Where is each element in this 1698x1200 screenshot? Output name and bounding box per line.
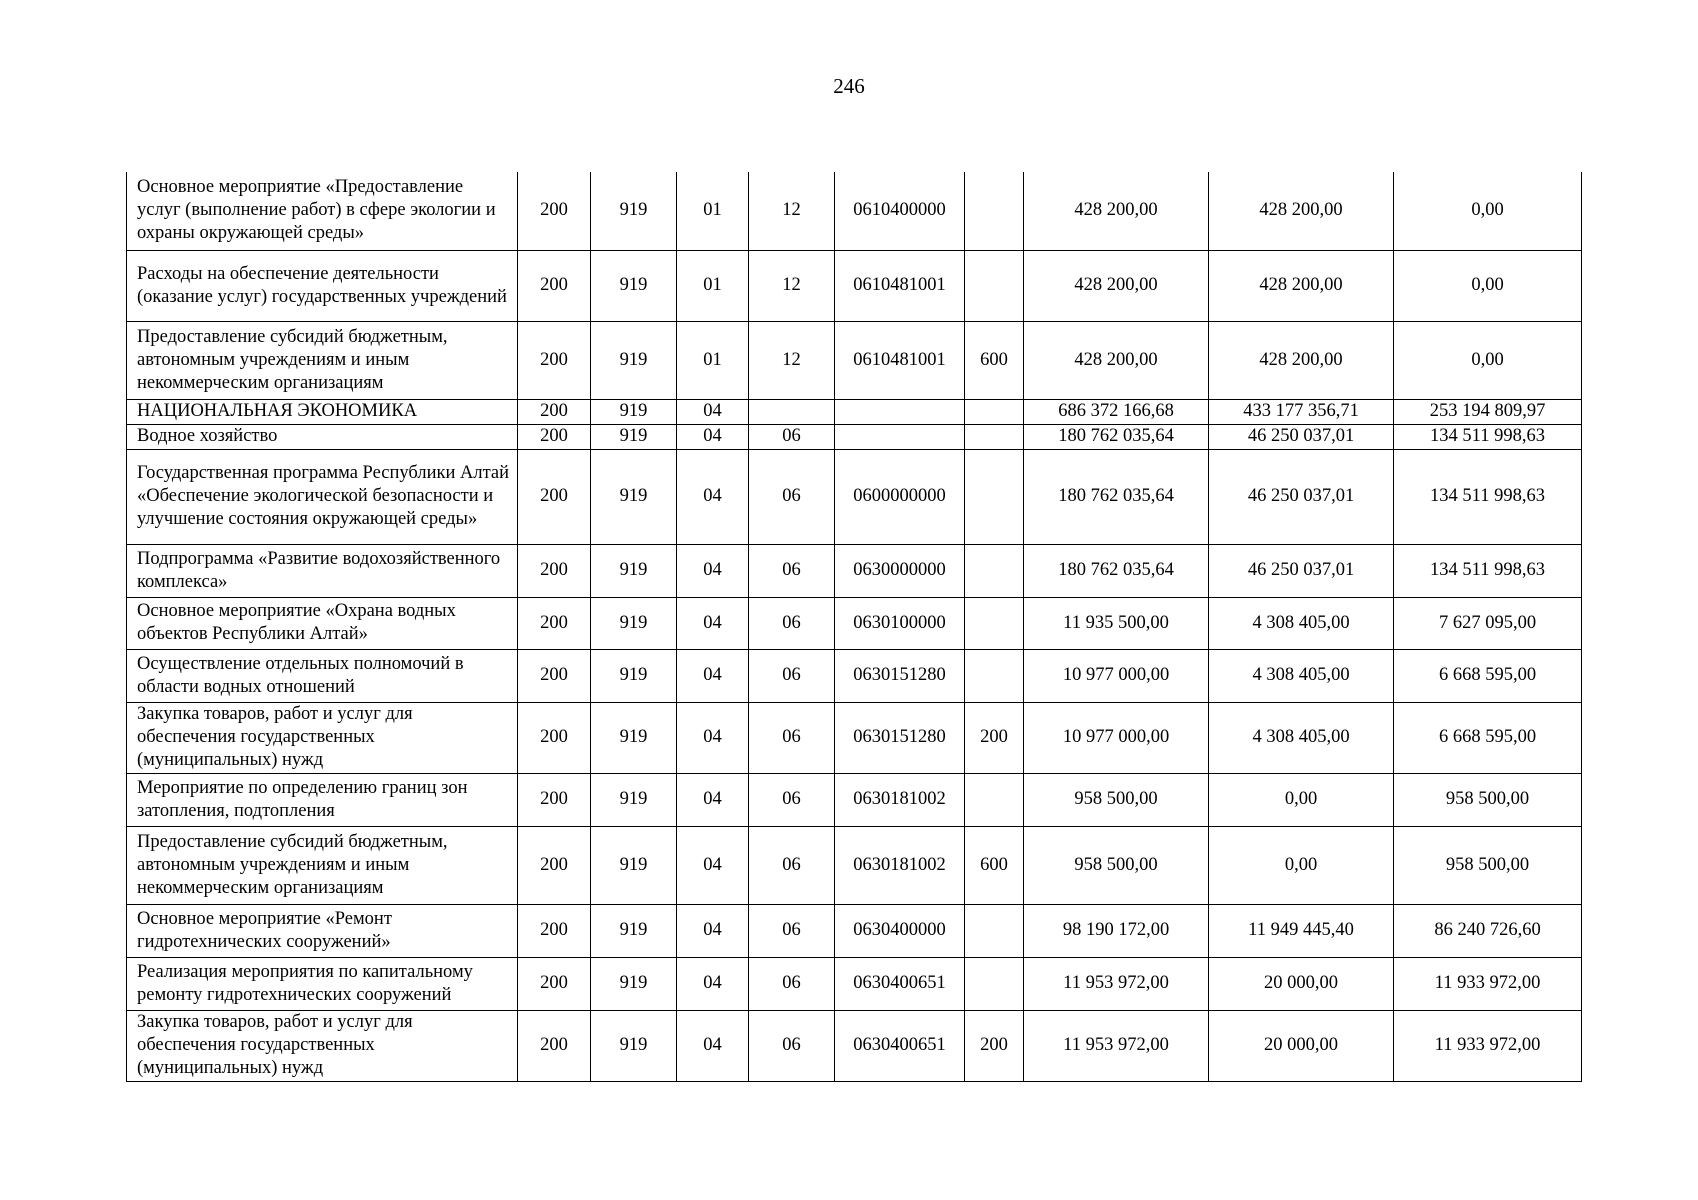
table-row [127, 424, 1582, 449]
code-section: 04 [677, 449, 749, 544]
amount-regional: 958 500,00 [1394, 773, 1582, 826]
amount-total: 180 762 035,64 [1024, 449, 1209, 544]
code-ministry: 919 [591, 399, 677, 424]
row-name: Основное мероприятие «Предоставление услуг (выполнение работ) в сфере экологии и охраны окружающей среды» [127, 172, 518, 250]
table-row [127, 172, 1582, 250]
code-expense-type [965, 544, 1024, 597]
row-name: Основное мероприятие «Ремонт гидротехнических сооружений» [127, 904, 518, 957]
code-section: 04 [677, 544, 749, 597]
code-admin: 200 [518, 826, 591, 904]
code-admin: 200 [518, 957, 591, 1010]
amount-total: 98 190 172,00 [1024, 904, 1209, 957]
amount-federal: 20 000,00 [1209, 957, 1394, 1010]
amount-regional: 7 627 095,00 [1394, 597, 1582, 649]
amount-regional: 253 194 809,97 [1394, 399, 1582, 424]
amount-total: 958 500,00 [1024, 826, 1209, 904]
code-target-item [835, 424, 965, 449]
code-section: 04 [677, 702, 749, 773]
amount-regional: 0,00 [1394, 250, 1582, 321]
table-row [127, 826, 1582, 904]
code-target-item: 0630400000 [835, 904, 965, 957]
row-name: Реализация мероприятия по капитальному ремонту гидротехнических сооружений [127, 957, 518, 1010]
code-ministry: 919 [591, 424, 677, 449]
amount-total: 11 953 972,00 [1024, 1010, 1209, 1081]
code-ministry: 919 [591, 1010, 677, 1081]
code-admin: 200 [518, 1010, 591, 1081]
amount-federal: 428 200,00 [1209, 250, 1394, 321]
code-admin: 200 [518, 449, 591, 544]
code-subsection: 06 [749, 1010, 835, 1081]
code-target-item: 0630151280 [835, 702, 965, 773]
code-section: 04 [677, 424, 749, 449]
code-target-item: 0630000000 [835, 544, 965, 597]
row-name: Закупка товаров, работ и услуг для обеспечения государственных (муниципальных) нужд [127, 702, 518, 773]
amount-total: 428 200,00 [1024, 172, 1209, 250]
table-row [127, 649, 1582, 702]
code-target-item: 0610481001 [835, 321, 965, 399]
amount-total: 10 977 000,00 [1024, 702, 1209, 773]
code-admin: 200 [518, 649, 591, 702]
table-row [127, 399, 1582, 424]
code-target-item: 0630400651 [835, 1010, 965, 1081]
table-row [127, 904, 1582, 957]
code-expense-type [965, 449, 1024, 544]
code-subsection: 06 [749, 424, 835, 449]
row-name: Закупка товаров, работ и услуг для обеспечения государственных (муниципальных) нужд [127, 1010, 518, 1081]
code-expense-type [965, 773, 1024, 826]
code-target-item [835, 399, 965, 424]
amount-total: 11 935 500,00 [1024, 597, 1209, 649]
amount-total: 180 762 035,64 [1024, 424, 1209, 449]
code-section: 04 [677, 904, 749, 957]
code-admin: 200 [518, 597, 591, 649]
budget-table [126, 172, 1582, 1082]
amount-total: 428 200,00 [1024, 321, 1209, 399]
amount-total: 958 500,00 [1024, 773, 1209, 826]
amount-regional: 134 511 998,63 [1394, 449, 1582, 544]
code-subsection: 06 [749, 649, 835, 702]
code-admin: 200 [518, 904, 591, 957]
amount-federal: 4 308 405,00 [1209, 649, 1394, 702]
row-name: Мероприятие по определению границ зон затопления, подтопления [127, 773, 518, 826]
table-row [127, 449, 1582, 544]
row-name: Основное мероприятие «Охрана водных объектов Республики Алтай» [127, 597, 518, 649]
code-subsection [749, 399, 835, 424]
amount-total: 180 762 035,64 [1024, 544, 1209, 597]
table-row [127, 544, 1582, 597]
code-ministry: 919 [591, 904, 677, 957]
code-ministry: 919 [591, 649, 677, 702]
code-target-item: 0600000000 [835, 449, 965, 544]
amount-regional: 134 511 998,63 [1394, 544, 1582, 597]
code-ministry: 919 [591, 250, 677, 321]
row-name: Подпрограмма «Развитие водохозяйственного комплекса» [127, 544, 518, 597]
code-expense-type: 200 [965, 1010, 1024, 1081]
code-section: 04 [677, 399, 749, 424]
row-name: НАЦИОНАЛЬНАЯ ЭКОНОМИКА [127, 399, 518, 424]
amount-federal: 4 308 405,00 [1209, 702, 1394, 773]
code-subsection: 12 [749, 321, 835, 399]
row-name: Предоставление субсидий бюджетным, автономным учреждениям и иным некоммерческим организациям [127, 826, 518, 904]
table-row [127, 702, 1582, 773]
code-expense-type [965, 172, 1024, 250]
table-row [127, 957, 1582, 1010]
row-name: Расходы на обеспечение деятельности (оказание услуг) государственных учреждений [127, 250, 518, 321]
table-row [127, 250, 1582, 321]
code-subsection: 06 [749, 449, 835, 544]
code-admin: 200 [518, 399, 591, 424]
code-expense-type [965, 904, 1024, 957]
amount-federal: 428 200,00 [1209, 172, 1394, 250]
amount-regional: 134 511 998,63 [1394, 424, 1582, 449]
amount-federal: 428 200,00 [1209, 321, 1394, 399]
code-subsection: 06 [749, 702, 835, 773]
code-expense-type [965, 957, 1024, 1010]
code-target-item: 0630181002 [835, 773, 965, 826]
code-subsection: 12 [749, 172, 835, 250]
page-number: 246 [833, 74, 865, 98]
code-expense-type [965, 649, 1024, 702]
table-row [127, 1010, 1582, 1081]
amount-regional: 0,00 [1394, 172, 1582, 250]
code-section: 04 [677, 649, 749, 702]
row-name: Осуществление отдельных полномочий в области водных отношений [127, 649, 518, 702]
code-target-item: 0630100000 [835, 597, 965, 649]
amount-federal: 11 949 445,40 [1209, 904, 1394, 957]
table-row [127, 321, 1582, 399]
row-name: Государственная программа Республики Алтай «Обеспечение экологической безопасности и улучшение состояния окружающей среды» [127, 449, 518, 544]
code-ministry: 919 [591, 449, 677, 544]
code-admin: 200 [518, 424, 591, 449]
code-target-item: 0630151280 [835, 649, 965, 702]
amount-federal: 433 177 356,71 [1209, 399, 1394, 424]
code-section: 04 [677, 957, 749, 1010]
code-section: 01 [677, 321, 749, 399]
code-section: 04 [677, 773, 749, 826]
code-admin: 200 [518, 321, 591, 399]
code-subsection: 12 [749, 250, 835, 321]
code-target-item: 0610400000 [835, 172, 965, 250]
amount-federal: 0,00 [1209, 826, 1394, 904]
code-subsection: 06 [749, 904, 835, 957]
amount-federal: 46 250 037,01 [1209, 544, 1394, 597]
amount-federal: 0,00 [1209, 773, 1394, 826]
code-expense-type: 600 [965, 826, 1024, 904]
amount-regional: 86 240 726,60 [1394, 904, 1582, 957]
code-section: 04 [677, 1010, 749, 1081]
table-row [127, 773, 1582, 826]
code-subsection: 06 [749, 597, 835, 649]
amount-federal: 46 250 037,01 [1209, 424, 1394, 449]
amount-regional: 0,00 [1394, 321, 1582, 399]
table-row [127, 597, 1582, 649]
code-expense-type [965, 424, 1024, 449]
code-ministry: 919 [591, 957, 677, 1010]
amount-total: 10 977 000,00 [1024, 649, 1209, 702]
code-ministry: 919 [591, 544, 677, 597]
amount-federal: 46 250 037,01 [1209, 449, 1394, 544]
row-name: Предоставление субсидий бюджетным, автономным учреждениям и иным некоммерческим организациям [127, 321, 518, 399]
amount-total: 686 372 166,68 [1024, 399, 1209, 424]
code-section: 04 [677, 597, 749, 649]
code-admin: 200 [518, 250, 591, 321]
code-ministry: 919 [591, 702, 677, 773]
code-expense-type [965, 597, 1024, 649]
code-ministry: 919 [591, 773, 677, 826]
amount-regional: 11 933 972,00 [1394, 1010, 1582, 1081]
amount-regional: 6 668 595,00 [1394, 702, 1582, 773]
code-expense-type: 200 [965, 702, 1024, 773]
amount-total: 428 200,00 [1024, 250, 1209, 321]
code-ministry: 919 [591, 597, 677, 649]
code-target-item: 0610481001 [835, 250, 965, 321]
amount-regional: 11 933 972,00 [1394, 957, 1582, 1010]
code-section: 04 [677, 826, 749, 904]
amount-regional: 958 500,00 [1394, 826, 1582, 904]
code-subsection: 06 [749, 544, 835, 597]
code-section: 01 [677, 250, 749, 321]
code-admin: 200 [518, 773, 591, 826]
code-expense-type [965, 250, 1024, 321]
code-subsection: 06 [749, 957, 835, 1010]
code-expense-type: 600 [965, 321, 1024, 399]
amount-federal: 4 308 405,00 [1209, 597, 1394, 649]
amount-regional: 6 668 595,00 [1394, 649, 1582, 702]
code-target-item: 0630400651 [835, 957, 965, 1010]
code-admin: 200 [518, 702, 591, 773]
amount-federal: 20 000,00 [1209, 1010, 1394, 1081]
code-section: 01 [677, 172, 749, 250]
code-target-item: 0630181002 [835, 826, 965, 904]
code-subsection: 06 [749, 826, 835, 904]
code-admin: 200 [518, 172, 591, 250]
code-admin: 200 [518, 544, 591, 597]
code-expense-type [965, 399, 1024, 424]
code-subsection: 06 [749, 773, 835, 826]
code-ministry: 919 [591, 826, 677, 904]
amount-total: 11 953 972,00 [1024, 957, 1209, 1010]
code-ministry: 919 [591, 321, 677, 399]
code-ministry: 919 [591, 172, 677, 250]
row-name: Водное хозяйство [127, 424, 518, 449]
